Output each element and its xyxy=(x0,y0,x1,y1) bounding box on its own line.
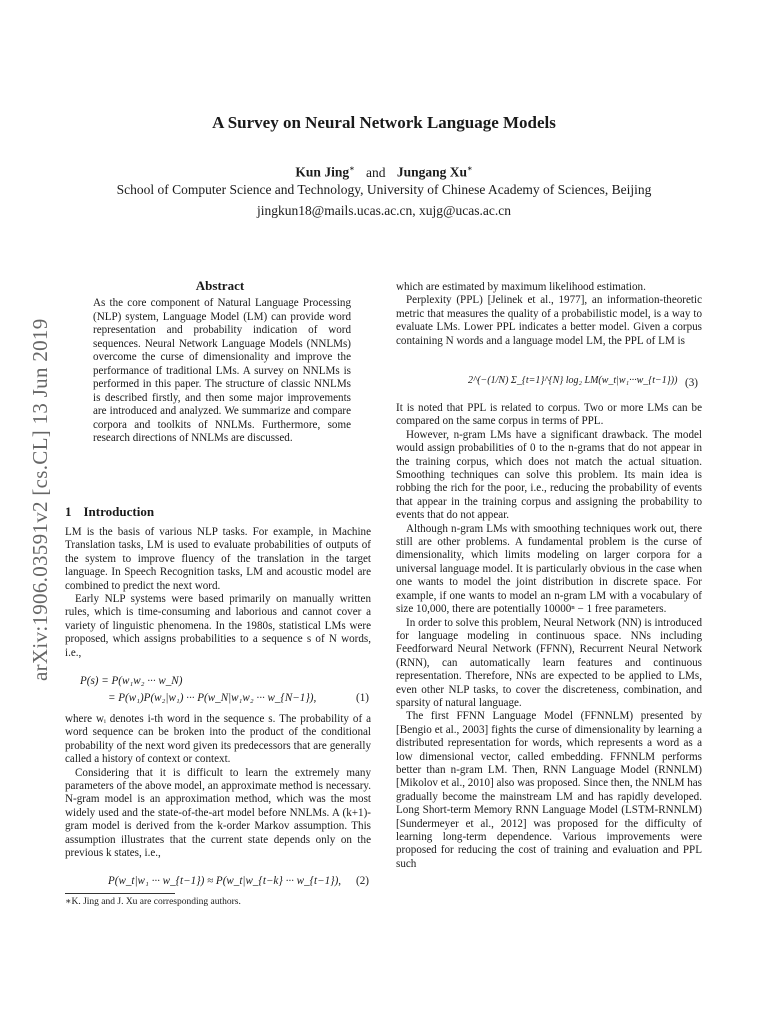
equation-2-number: (2) xyxy=(356,875,369,887)
paragraph: Although n-gram LMs with smoothing techniques work out, there still are other problems. A fundamental problem is the curse of dimensionality, which limits modeling on larger corpora for a universal language model. It is particularly obvious in the case when one wants to model the joint distribution in discrete space. For example, if one wants to model an n-gram LM with a vocabulary of size 10,000, there are potentially 10000ⁿ − 1 free parameters. xyxy=(396,522,702,616)
intro-para-2 xyxy=(65,713,371,860)
section-title: Introduction xyxy=(83,504,155,519)
paper-title: A Survey on Neural Network Language Models xyxy=(212,113,556,132)
author-emails: jingkun18@mails.ucas.ac.cn, xujg@ucas.ac.cn xyxy=(257,203,511,218)
equation-1-line-2: = P(w₁)P(w₂|w₁) ··· P(w_N|w₁w₂ ··· w_{N−1}), xyxy=(108,692,317,704)
equation-1-number: (1) xyxy=(356,692,369,704)
abstract-text: As the core component of Natural Language Processing (NLP) system, Language Model (LM) can provide word representation and probability indication of word sequences. Neural Network Language Models (NNLMs) overcome the curse of dimensionality and improve the performance of traditional LMs. A survey on NNLMs is performed in this paper. The structure of classic NNLMs is described firstly, and then some major improvements are introduced and analyzed. We summarize and compare corpora and toolkits of NNLMs. Furthermore, some research directions of NNLMs are discussed. xyxy=(93,297,351,444)
abstract-heading: Abstract xyxy=(195,278,245,293)
equation-2: P(w_t|w₁ ··· w_{t−1}) ≈ P(w_t|w_{t−k} ··· w_{t−1}), xyxy=(108,875,342,887)
author-2: Jungang Xu xyxy=(396,164,468,180)
footnote: ∗K. Jing and J. Xu are corresponding authors. xyxy=(65,897,241,907)
intro-para-1 xyxy=(65,526,371,660)
equation-3: 2^(−(1/N) Σ_{t=1}^{N} log₂ LM(w_t|w₁···w_{t−1})) xyxy=(468,375,678,386)
paragraph: which are estimated by maximum likelihood estimation. xyxy=(396,281,646,293)
author-1-mark: ∗ xyxy=(349,164,355,173)
paragraph: where wᵢ denotes i-th word in the sequence s. The probability of a word sequence can be broken into the product of the conditional probability of the next word given its predecessors that are generally called a history of context or context. xyxy=(65,713,371,766)
paragraph: Considering that it is difficult to learn the extremely many parameters of the above model, an approximate method is necessary. N-gram model is an approximation method, which was the most widely used and the state-of-the-art model before NNLMs. A (k+1)-gram model is derived from the k-order Markov assumption. This assumption illustrates that the current state depends only on the previous k states, i.e., xyxy=(65,766,371,860)
author-connector: and xyxy=(365,164,386,180)
paragraph: Perplexity (PPL) [Jelinek et al., 1977], an information-theoretic metric that measures the quality of a probabilistic model, is a way to evaluate LMs. Lower PPL indicates a better model. Given a corpus containing N words and a language model LM, the PPL of LM is xyxy=(396,294,702,347)
equation-1-line-1: P(s) = P(w₁w₂ ··· w_N) xyxy=(80,675,183,687)
section-number: 1 xyxy=(65,504,72,519)
paragraph: However, n-gram LMs have a significant drawback. The model would assign probabilities of 0 to the n-grams that do not appear in the training corpus, which does not match the actual situation. Smoothing techniques can solve this problem. Its main idea is robbing the rich for the poor, i.e., reducing the probability of events that appear in the training corpus and assigning the probability to events that do not appear. xyxy=(396,428,702,522)
right-column-body xyxy=(396,402,702,871)
paragraph: LM is the basis of various NLP tasks. For example, in Machine Translation tasks, LM is used to evaluate probabilities of outputs of the system to improve fluency of the translation in the target language. In Speech Recognition tasks, LM and acoustic model are combined to predict the next word. xyxy=(65,526,371,592)
section-heading-introduction xyxy=(65,504,154,520)
arxiv-stamp: arXiv:1906.03591v2 [cs.CL] 13 Jun 2019 xyxy=(28,318,52,682)
equation-3-number: (3) xyxy=(685,377,698,389)
paragraph: In order to solve this problem, Neural Network (NN) is introduced for language modeling in continuous space. NNs including Feedforward Neural Network (FFNN), Recurrent Neural Network (RNN), can automatically learn features and continuous representation. Therefore, NNs are expected to be applied to LMs, even other NLP tasks, to cover the discreteness, combination, and sparsity of natural language. xyxy=(396,616,702,709)
paragraph: The first FFNN Language Model (FFNNLM) presented by [Bengio et al., 2003] fights the curse of dimensionality by learning a distributed representation for words, which represents a word as a low dimensional vector, called embedding. FFNNLM performs better than n-gram LM. Then, RNN Language Model (RNNLM) [Mikolov et al., 2010] also was proposed. Since then, the NNLM has gradually become the mainstream LM and has rapidly developed. Long Short-term Memory RNN Language Model (LSTM-RNNLM) [Sundermeyer et al., 2012] was proposed for the difficulty of learning long-term dependence. Various improvements were proposed for reducing the cost of training and evaluation and PPL such xyxy=(396,710,702,870)
author-line xyxy=(0,163,768,181)
paragraph: Early NLP systems were based primarily on manually written rules, which is time-consuming and laborious and cannot cover a variety of linguistic phenomena. In the 1980s, statistical LMs were proposed, which assigns probabilities to a sequence s of N words, i.e., xyxy=(65,593,371,659)
author-1: Kun Jing xyxy=(295,164,350,180)
right-column-top xyxy=(396,281,702,348)
footnote-rule xyxy=(65,893,175,894)
paragraph: It is noted that PPL is related to corpus. Two or more LMs can be compared on the same corpus in terms of PPL. xyxy=(396,402,702,428)
author-2-mark: ∗ xyxy=(467,164,473,173)
affiliation: School of Computer Science and Technology, University of Chinese Academy of Sciences, Beijing xyxy=(116,182,652,197)
